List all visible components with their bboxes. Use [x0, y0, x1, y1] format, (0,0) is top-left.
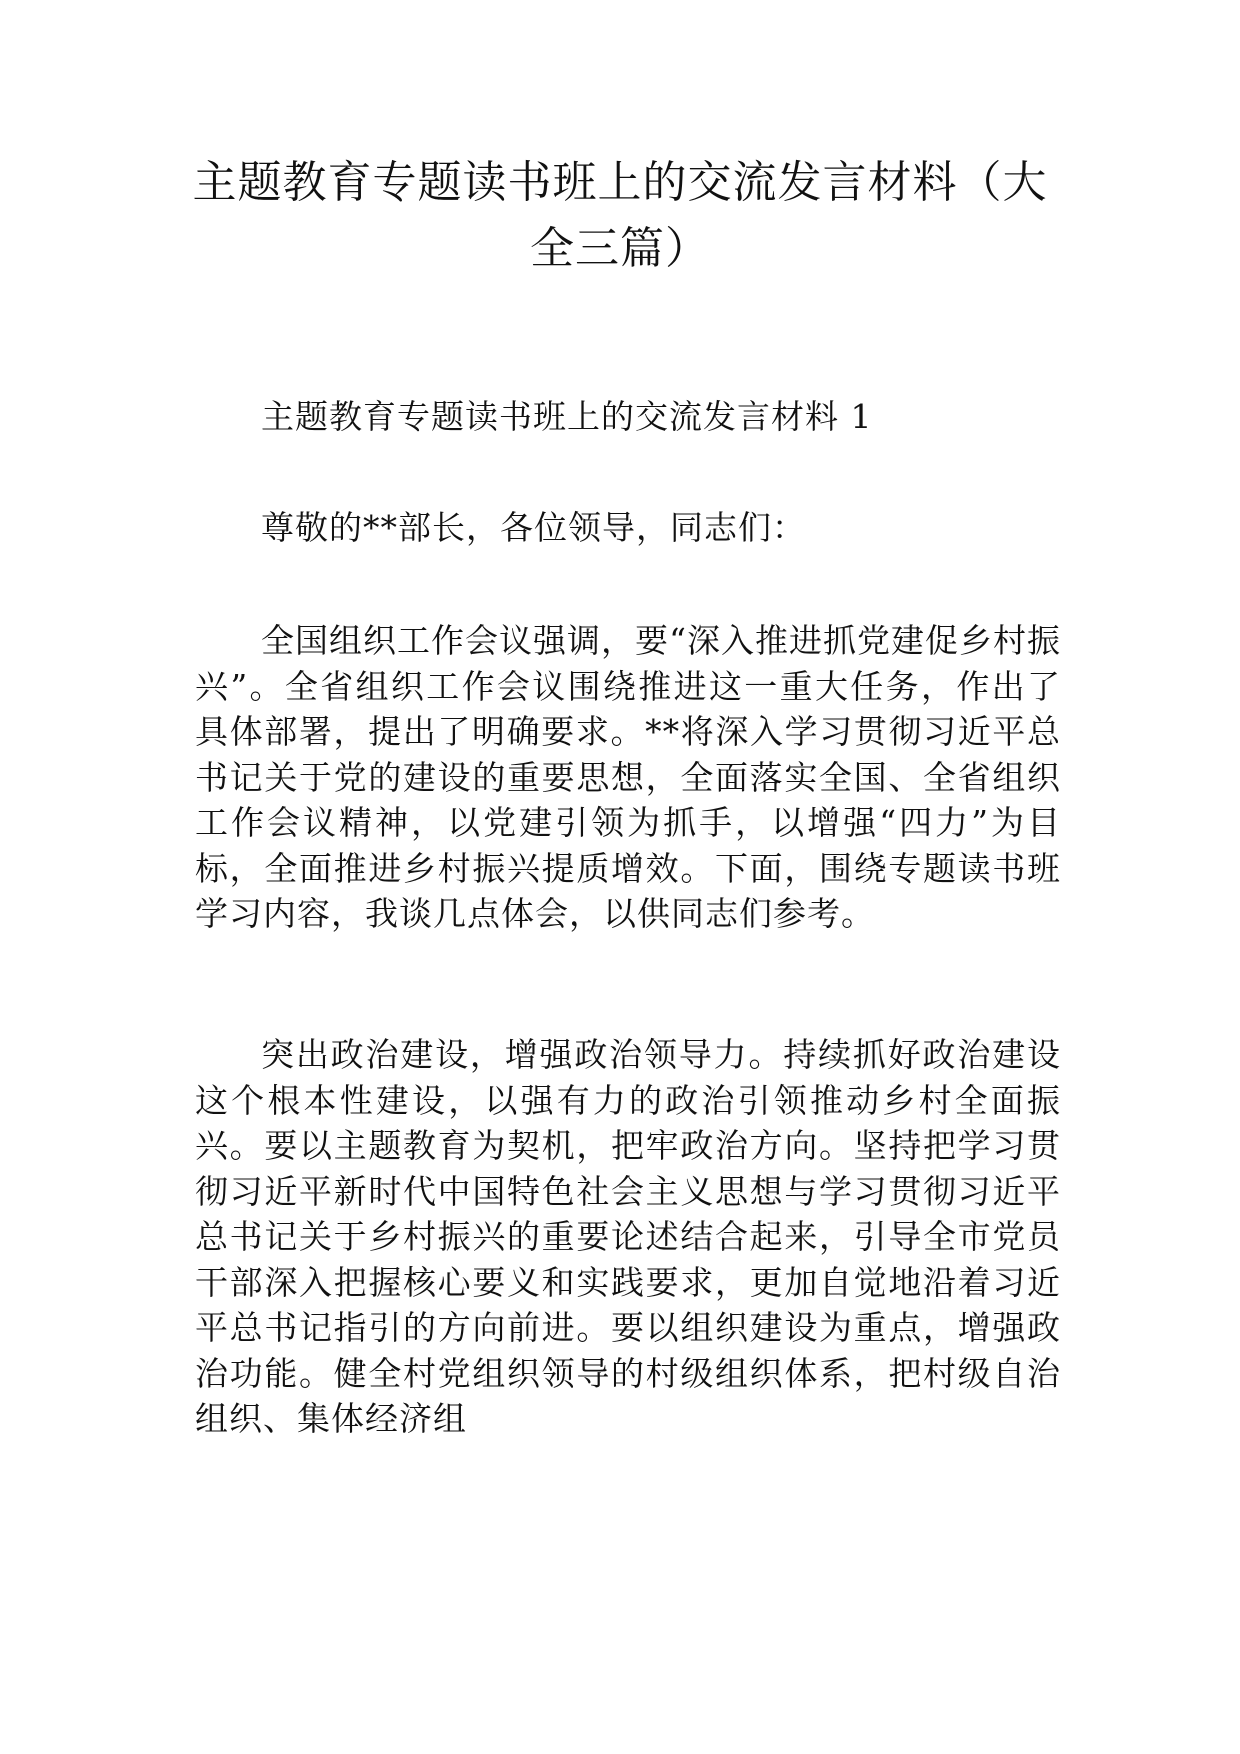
- section-subtitle: 主题教育专题读书班上的交流发言材料 1: [261, 397, 873, 436]
- body-paragraph: 突出政治建设，增强政治领导力。持续抓好政治建设这个根本性建设，以强有力的政治引领推动乡村全面振兴。要以主题教育为契机，把牢政治方向。坚持把学习贯彻习近平新时代中国特色社会主义思想与学习贯彻习近平总书记关于乡村振兴的重要论述结合起来，引导全市党员干部深入把握核心要义和实践要求，更加自觉地沿着习近平总书记指引的方向前进。要以组织建设为重点，增强政治功能。健全村党组织领导的村级组织体系，把村级自治组织、集体经济组: [195, 1035, 1061, 1438]
- greeting-line: 尊敬的**部长，各位领导，同志们：: [261, 508, 806, 547]
- document-title: 主题教育专题读书班上的交流发言材料（大全三篇）: [192, 157, 1048, 274]
- body-paragraph: 全国组织工作会议强调，要“深入推进抓党建促乡村振兴”。全省组织工作会议围绕推进这一重大任务，作出了具体部署，提出了明确要求。**将深入学习贯彻习近平总书记关于党的建设的重要思想，全面落实全国、全省组织工作会议精神，以党建引领为抓手，以增强“四力”为目标，全面推进乡村振兴提质增效。下面，围绕专题读书班学习内容，我谈几点体会，以供同志们参考。: [195, 621, 1061, 933]
